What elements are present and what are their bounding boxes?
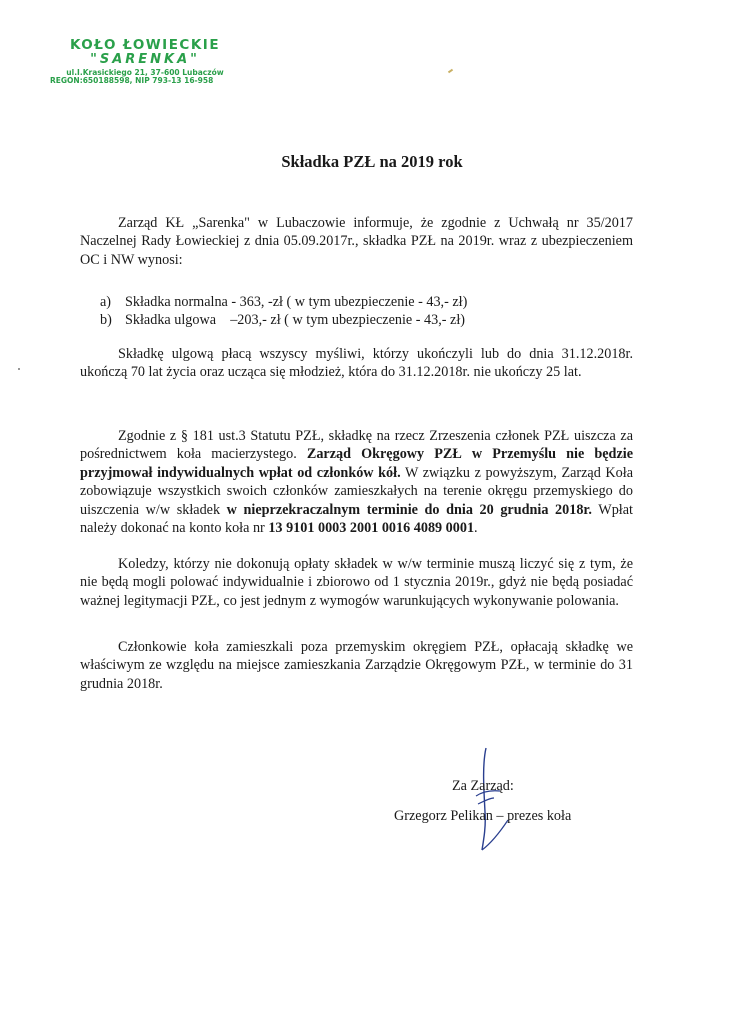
paper-speck <box>448 69 453 74</box>
consequences-paragraph <box>80 555 633 610</box>
payment-text-part: W związku z powyższym, Zarząd Koła zobowiązuje wszystkich swoich członków zamieszkałych na terenie okręgu przemyskiego do uiszczenia w/w składek <box>80 464 634 518</box>
stamp-registry-numbers: REGON:650188598, NIP 793-13 16-958 <box>50 76 214 86</box>
payment-text-part: Zgodnie z § 181 ust.3 Statutu PZŁ, składkę na rzecz Zrzeszenia członek PZŁ uiszcza za pośrednictwem koła macierzystego. <box>80 428 633 463</box>
list-item <box>98 293 633 311</box>
payment-deadline-bold: w nieprzekraczalnym terminie do dnia 20 grudnia 2018r. <box>226 501 592 518</box>
document-title: Składka PZŁ na 2019 rok <box>281 152 463 171</box>
handwritten-signature <box>460 746 530 856</box>
fee-list <box>98 293 633 330</box>
bank-account-number: 13 9101 0003 2001 0016 4089 0001 <box>268 520 475 537</box>
other-district-paragraph <box>80 638 633 693</box>
list-item-label: b) <box>100 312 112 329</box>
reduced-fee-text: Składkę ulgową płacą wszyscy myśliwi, którzy ukończyli lub do dnia 31.12.2018r. ukończą 70 lat życia oraz ucząca się młodzież, która do 31.12.2018r. nie ukończy 25 lat. <box>80 346 633 381</box>
payment-paragraph <box>80 427 633 537</box>
signature-caption: Za Zarząd: <box>452 778 514 794</box>
payment-text <box>80 427 633 537</box>
list-item-text: Składka ulgowa –203,- zł ( w tym ubezpieczenie - 43,- zł) <box>125 312 465 329</box>
list-item <box>98 311 633 329</box>
intro-paragraph <box>80 214 633 269</box>
paper-dot <box>18 368 20 370</box>
list-item-text: Składka normalna - 363, -zł ( w tym ubezpieczenie - 43,- zł) <box>125 294 468 310</box>
signer-name: Grzegorz Pelikan – prezes koła <box>394 808 572 824</box>
list-item-label: a) <box>100 294 112 310</box>
payment-notice-bold: Zarząd Okręgowy PZŁ w Przemyślu nie będzie przyjmował indywidualnych wpłat od członków kół. <box>80 446 633 481</box>
consequences-text: Koledzy, którzy nie dokonują opłaty składek w w/w terminie muszą liczyć się z tym, że nie będą mogli polować indywidualnie i zbiorowo od 1 stycznia 2019r., gdyż nie będą posiadać ważnej legitymacji PZŁ, co jest jednym z wymogów warunkujących wykonywanie polowania. <box>80 556 633 609</box>
stamp-club-name: KOŁO ŁOWIECKIE <box>69 37 221 53</box>
intro-text: Zarząd KŁ „Sarenka" w Lubaczowie informuje, że zgodnie z Uchwałą nr 35/2017 Naczelnej Rady Łowieckiej z dnia 05.09.2017r., składka PZŁ na 2019r. wraz z ubezpieczeniem OC i NW wynosi: <box>80 215 633 268</box>
club-stamp <box>50 38 240 86</box>
stamp-club-nickname: "SARENKA" <box>90 51 200 67</box>
payment-text-part: Wpłat należy dokonać na konto koła nr <box>80 501 633 537</box>
other-district-text: Członkowie koła zamieszkali poza przemyskim okręgiem PZŁ, opłacają składkę we właściwym ze względu na miejsce zamieszkania Zarządzie Okręgowym PZŁ, w terminie do 31 grudnia 2018r. <box>80 639 633 692</box>
payment-text-part: . <box>474 520 478 537</box>
stamp-address: ul.I.Krasickiego 21, 37-600 Lubaczów <box>66 68 224 78</box>
reduced-fee-paragraph <box>80 345 633 382</box>
